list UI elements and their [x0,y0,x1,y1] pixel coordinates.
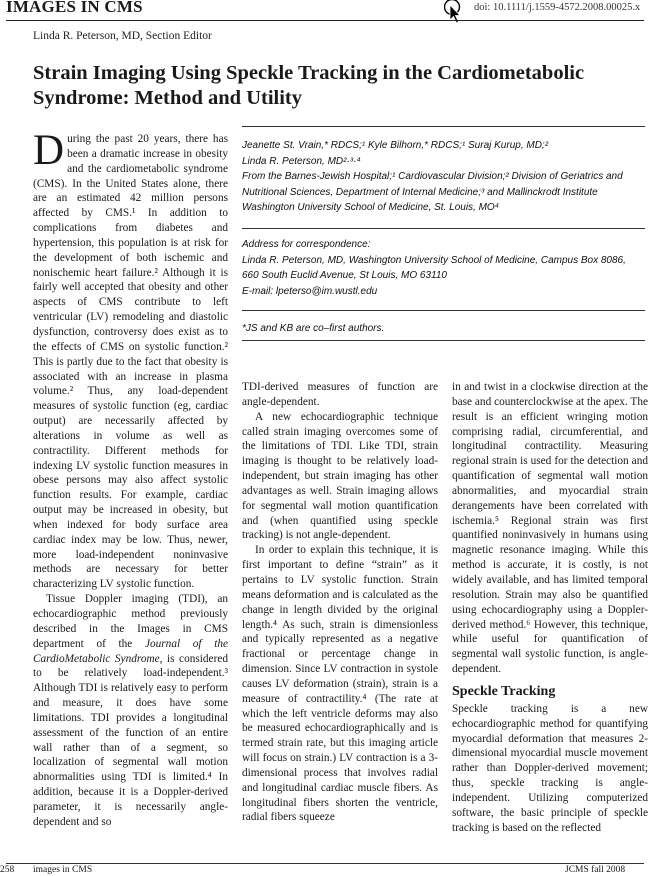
author-box-bottom-rule [242,340,645,341]
page-number: 258 [0,865,15,875]
footer-journal: JCMS fall 2008 [565,865,626,875]
drop-cap: D [33,127,65,174]
correspondence-label: Address for correspondence: [242,238,371,250]
body-column-1 [33,127,228,830]
intro-paragraph [33,127,228,592]
section-title: IMAGES IN CMS [6,0,143,16]
authors-line-2: Linda R. Peterson, MD²·³·⁴ [242,155,361,167]
paragraph: A new echocardiographic technique called strain imaging overcomes some of the limitations of TDI. Like TDI, strain imaging is thought to be relatively load-independent, but strain imaging has other advantages as well. Strain imaging allows for segmental wall motion quantification and (when quantified using speckle tracking) is not angle-dependent. [242,410,438,542]
author-box-top-rule [242,126,645,127]
paragraph: In order to explain this technique, it is first important to define “strain” as it pertains to LV systolic function. Strain means deformation and is calculated as the change in length divided by the original length.⁴ As such, strain is dimensionless and typically represented as a negative fractional or percentage change in dimension. Since LV contraction in systole causes LV deformation (strain), strain is a measure of contractility.⁴ (The rate at which the left ventricle deforms may also be measured echocardiographically and is termed strain rate, but this imaging article will focus on strain.) LV contraction is a 3-dimensional process that involves radial and longitudinal cardiac muscle fibers. As longitudinal fibers shorten the ventricle, radial fibers squeeze [242,544,438,824]
tdi-text-b: is considered to be relatively load-independent.³ Although TDI is relatively easy to perform and measure, it does have some limitations. TDI provides a longitudinal assessment of the function of an entire wall rather than of a segment, so localization of segmental wall motion abnormalities using TDI is limited.⁴ In addition, because it is a Doppler-derived parameter, it is necessarily angle-dependent and so [33,652,228,828]
author-box-divider [242,228,645,229]
journal-name: Journal of the CardioMetabolic Syndrome, [33,637,228,665]
article-title: Strain Imaging Using Speckle Tracking in the Cardiometabolic Syndrome: Method and Utility [33,62,585,109]
header-rule [6,20,644,21]
section-editor: Linda R. Peterson, MD, Section Editor [33,30,212,42]
paragraph: in and twist in a clockwise direction at the base and counterclockwise at the apex. The result is an efficient wringing motion comprising radial, circumferential, and longitudinal contractility. Measuring regional strain is used for the detection and quantification of segmental wall motion abnormalities, and myocardial strain derangements have been correlated with ischemia.⁵ Regional strain was first quantified noninvasively in humans using magnetic resonance imaging. While this method is accurate, it is costly, is not widely available, and has limited temporal resolution. Strain may also be quantified using echocardiography using a Doppler-derived method.⁶ However, this technique, while useful for quantification of segmental wall systolic function, is angle-dependent. [452,381,648,676]
intro-text: uring the past 20 years, there has been a dramatic increase in obesity and the cardiometabolic syndrome (CMS). In the United States alone, there are an estimated 42 million persons affected by CMS.¹ In addition to complications from diabetes and hypertension, this population is at risk for the development of both ischemic and nonischemic heart failure.² Although it is fairly well accepted that obesity and other aspects of CMS contribute to left ventricular (LV) remodeling and diastolic dysfunction, controversy does exist as to the effects of CMS on systolic function.² This is partly due to the fact that obesity is associated with an increase in plasma volume.² Thus, any load-dependent measures of systolic function (eg, cardiac output) are necessarily affected by alterations in volume as well as contractility. Different methods for indexing LV systolic function measures in obese persons may also affect systolic function results. For example, cardiac output may be increased in obesity, but when indexed for body surface area cardiac index may be low. Thus, newer, more load-independent noninvasive methods are necessary for better characterizing LV systolic function. [33,133,228,591]
authors-line-1: Jeanette St. Vrain,* RDCS;¹ Kyle Bilhorn,* RDCS;¹ Suraj Kurup, MD;² [242,140,549,151]
body-column-2 [242,380,438,825]
doi-text: doi: 10.1111/j.1559-4572.2008.00025.x [474,2,641,13]
affiliation: From the Barnes-Jewish Hospital;¹ Cardiovascular Division;² Division of Geriatrics and Nutritional Sciences, Department of Internal Medicine;³ and Mallinckrodt Institute Washington University School of Medicine, St. Louis, MO⁴ [242,171,623,214]
correspondence-email[interactable]: E-mail: lpeterso@im.wustl.edu [242,285,378,297]
correspondence-address: Linda R. Peterson, MD, Washington University School of Medicine, Campus Box 8086, 660 South Euclid Avenue, St Louis, MO 63110 [242,254,626,282]
section-heading: Speckle Tracking [452,683,556,699]
tdi-paragraph [33,592,228,830]
co-first-authors-note: *JS and KB are co–first authors. [242,323,385,335]
footer-rule [6,863,644,864]
author-box [242,128,645,337]
body-column-3 [452,380,648,835]
author-box-divider-2 [242,310,645,311]
footer-section: images in CMS [33,865,93,875]
tdi-text-a: Tissue Doppler imaging (TDI), an echocardiographic method previously described in the Images in CMS department of the [33,593,228,650]
paragraph: TDI-derived measures of function are angle-dependent. [242,381,438,408]
paragraph: Speckle tracking is a new echocardiographic method for quantifying myocardial deformation that measures 2-dimensional myocardial muscle movement rather than Doppler-derived movement; thus, speckle tracking is angle-independent. Utilizing computerized software, the basic principle of speckle tracking is based on the reflected [452,702,648,834]
